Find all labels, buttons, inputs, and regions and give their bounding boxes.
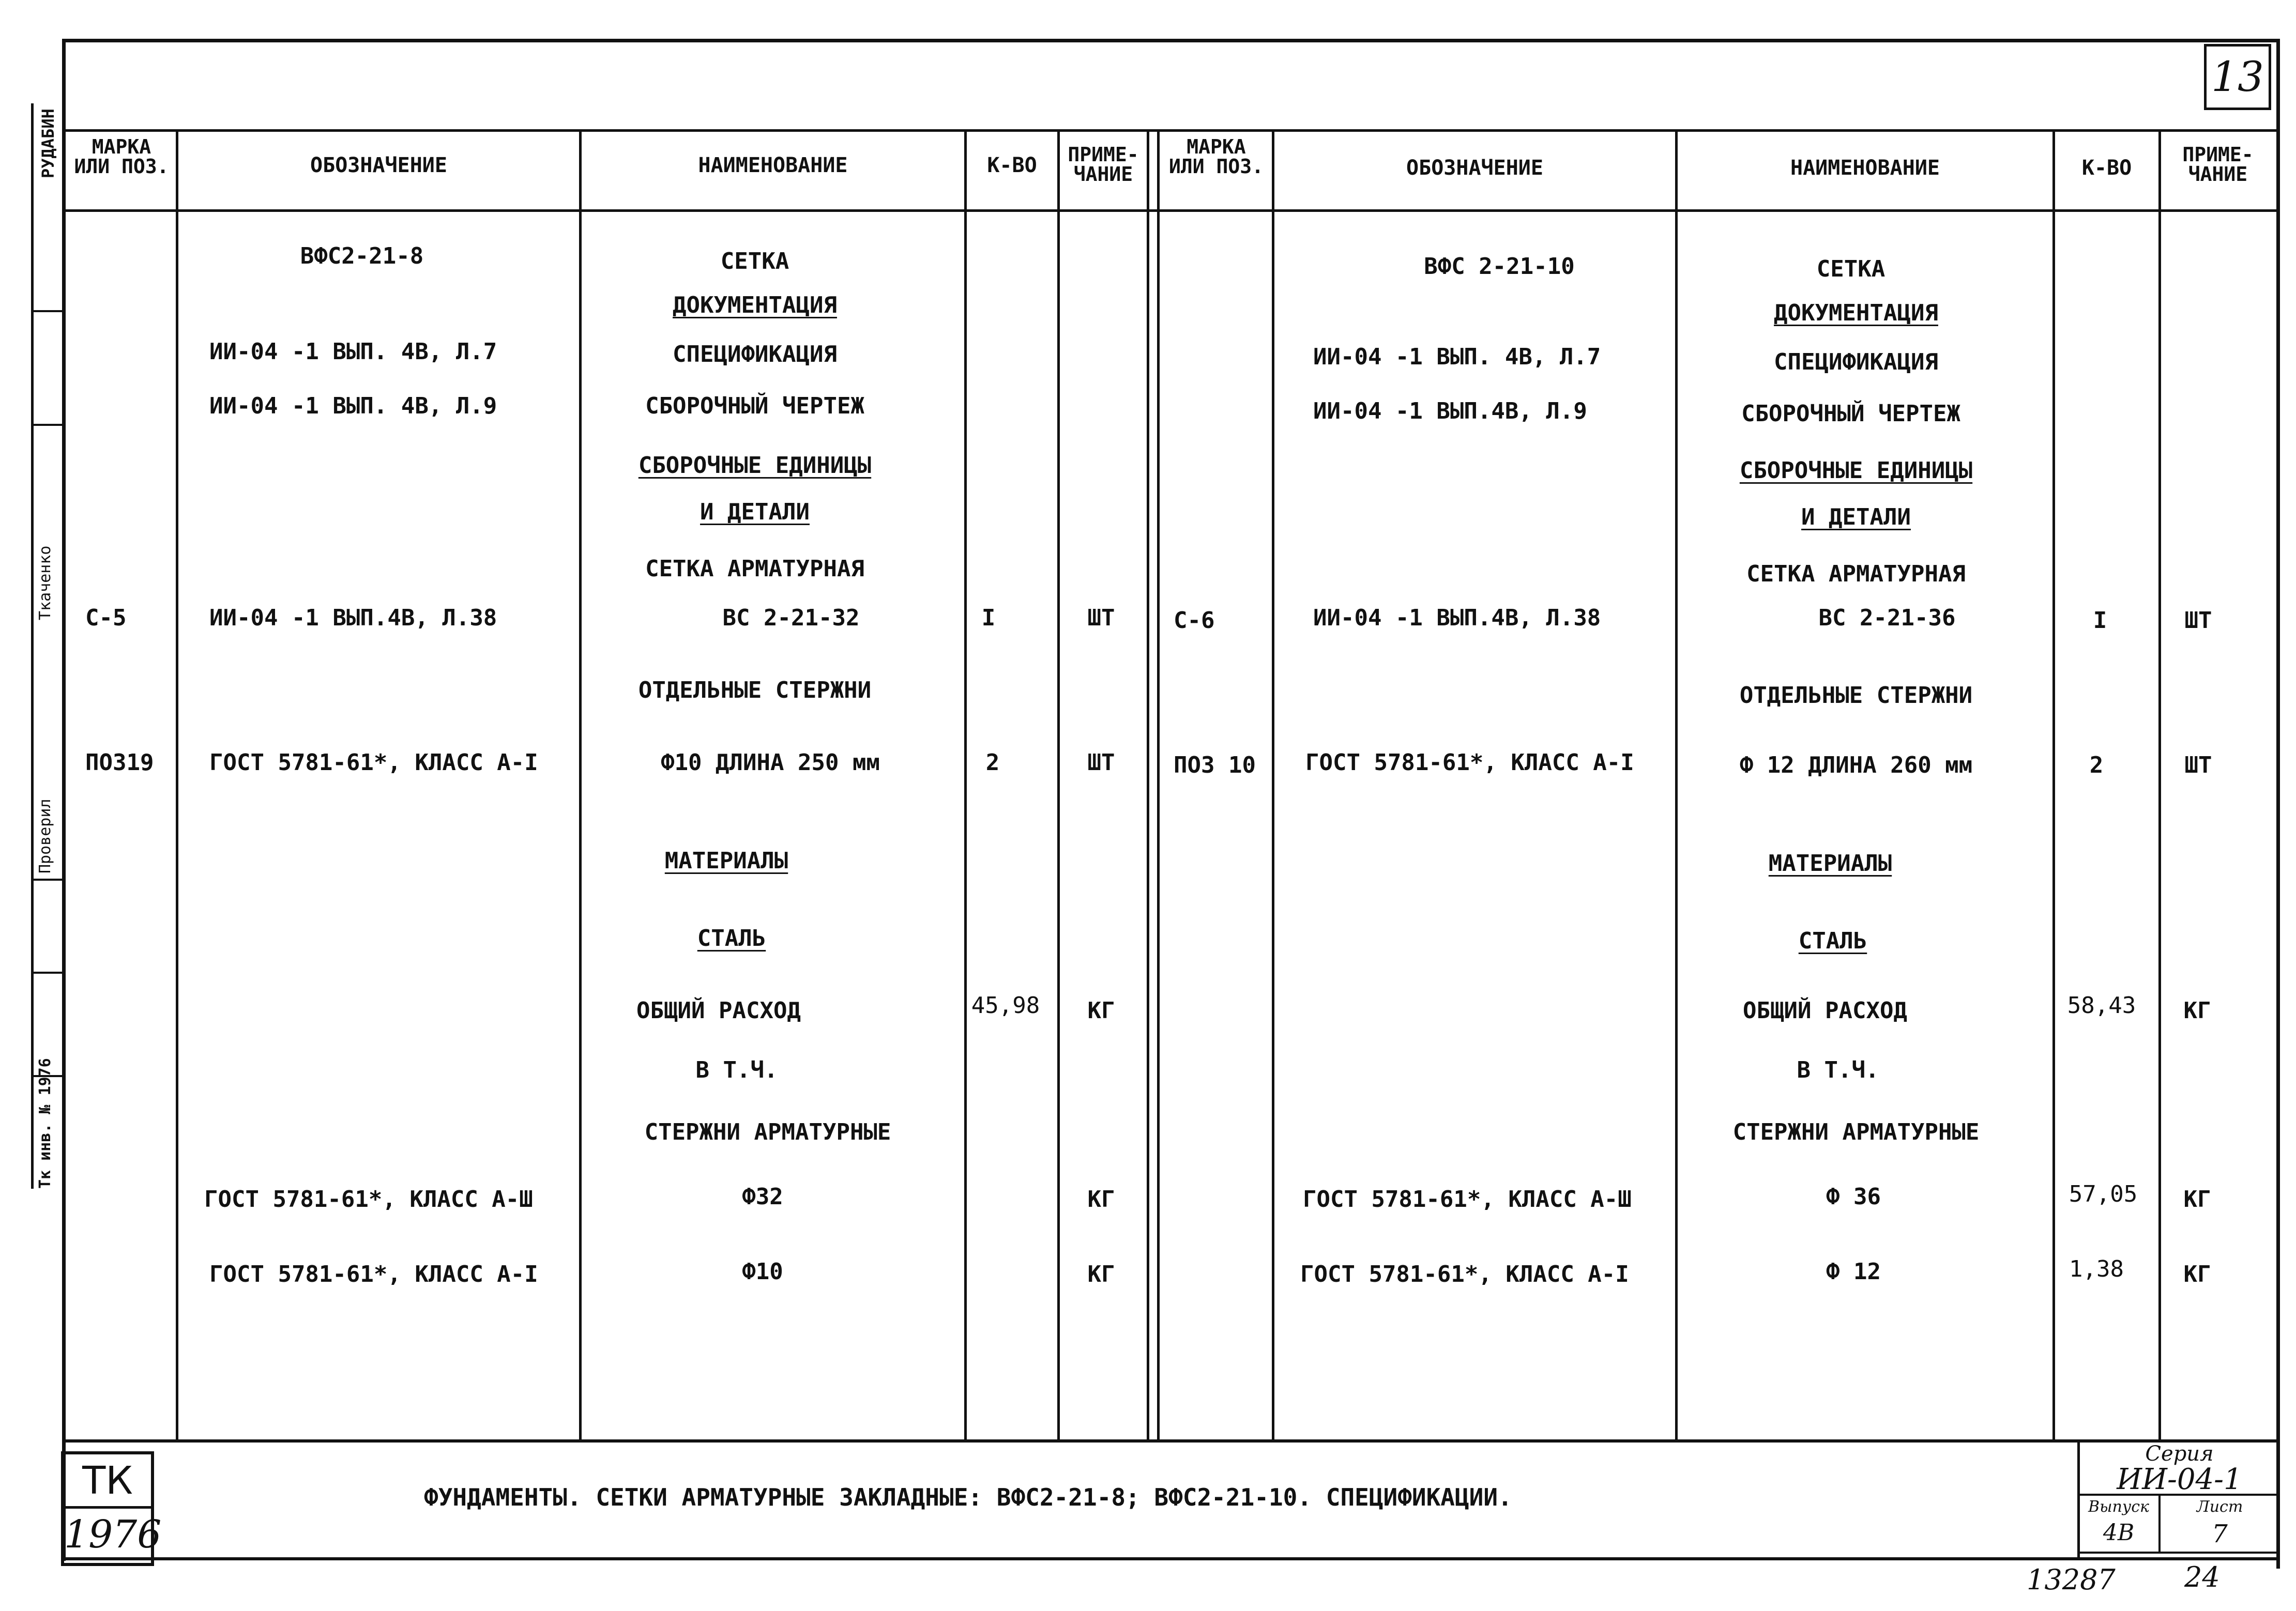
margin-inventory: Тк инв. № 1976 <box>36 1058 54 1189</box>
materials-heading: МАТЕРИАЛЫ <box>1768 850 1892 877</box>
spec-name: СПЕЦИФИКАЦИЯ <box>1774 349 1938 375</box>
spec-ref: ИИ-04 -1 ВЫП. 4В, Л.7 <box>209 339 497 365</box>
page-number: 24 <box>2184 1561 2220 1593</box>
materials-heading: МАТЕРИАЛЫ <box>664 848 788 874</box>
org-top: ТК <box>82 1459 133 1503</box>
header-note: ПРИМЕ- ЧАНИЕ <box>2182 143 2254 186</box>
bar1-ref: ГОСТ 5781-61*, КЛАСС А-Ш <box>1303 1186 1632 1213</box>
rod-qty: 2 <box>985 749 1000 776</box>
margin-executor: Ткаченко <box>36 545 54 620</box>
total-qty: 45,98 <box>971 992 1040 1019</box>
total-unit: КГ <box>2183 998 2211 1024</box>
sheet-label: Лист <box>2196 1498 2243 1516</box>
sheet-number-box <box>2204 44 2271 110</box>
bar2-unit: КГ <box>2183 1261 2211 1287</box>
rod-ref: ГОСТ 5781-61*, КЛАСС А-I <box>1305 749 1634 776</box>
rods-heading: ОТДЕЛЬНЫЕ СТЕРЖНИ <box>1739 682 1973 709</box>
mesh-unit: ШТ <box>1087 605 1115 631</box>
mesh-ref: ИИ-04 -1 ВЫП.4В, Л.38 <box>1313 605 1601 631</box>
rods-heading: ОТДЕЛЬНЫЕ СТЕРЖНИ <box>638 677 872 703</box>
header-designation: ОБОЗНАЧЕНИЕ <box>310 154 447 177</box>
header-designation: ОБОЗНАЧЕНИЕ <box>1406 156 1543 180</box>
bar1-unit: КГ <box>2183 1186 2211 1213</box>
mesh-name: СЕТКА АРМАТУРНАЯ <box>645 556 864 582</box>
spec-name: СПЕЦИФИКАЦИЯ <box>673 341 837 367</box>
rod-mark: ПОЗ19 <box>85 749 154 776</box>
title: ВФС 2-21-10 <box>1424 253 1575 280</box>
incl: В Т.Ч. <box>695 1057 778 1083</box>
bar2-ref: ГОСТ 5781-61*, КЛАСС А-I <box>1300 1261 1629 1287</box>
sheet-value: 7 <box>2212 1520 2228 1548</box>
org-stamp <box>61 1451 162 1566</box>
total-label: ОБЩИЙ РАСХОД <box>1743 998 1907 1024</box>
mesh-qty: I <box>2093 607 2107 634</box>
rod-unit: ШТ <box>2184 752 2212 778</box>
mesh-mark: С-5 <box>85 605 127 631</box>
rod-qty: 2 <box>2089 752 2104 778</box>
set-label: СЕТКА <box>1816 256 1886 282</box>
bar2-ref: ГОСТ 5781-61*, КЛАСС А-I <box>209 1261 538 1287</box>
bar2-qty: 1,38 <box>2069 1256 2124 1282</box>
header-qty: К-ВО <box>987 154 1037 177</box>
header-mark: МАРКА ИЛИ ПОЗ. <box>74 135 169 178</box>
rod-ref: ГОСТ 5781-61*, КЛАСС А-I <box>209 749 538 776</box>
units-heading-2: И ДЕТАЛИ <box>1801 504 1911 530</box>
rod-mark: ПОЗ 10 <box>1174 752 1256 778</box>
series-label: Серия <box>2145 1442 2214 1466</box>
mesh-code: ВС 2-21-32 <box>722 605 860 631</box>
mesh-qty: I <box>981 605 996 631</box>
sheet-number: 13 <box>2211 53 2264 101</box>
incl: В Т.Ч. <box>1797 1057 1879 1083</box>
total-label: ОБЩИЙ РАСХОД <box>636 998 801 1024</box>
bar1-ref: ГОСТ 5781-61*, КЛАСС А-Ш <box>204 1186 533 1213</box>
margin-name: РУДАБИН <box>38 109 58 178</box>
set-label: СЕТКА <box>720 248 789 274</box>
bar2-name: Ф 12 <box>1826 1259 1881 1285</box>
mesh-mark: С-6 <box>1174 607 1215 634</box>
mesh-ref: ИИ-04 -1 ВЫП.4В, Л.38 <box>209 605 497 631</box>
series-block <box>2077 1442 2279 1558</box>
title-caption: ФУНДАМЕНТЫ. СЕТКИ АРМАТУРНЫЕ ЗАКЛАДНЫЕ: ВФС2-21-8; ВФС2-21-10. СПЕЦИФИКАЦИИ. <box>424 1483 1512 1511</box>
mesh-code: ВС 2-21-36 <box>1818 605 1956 631</box>
margin-checked: Проверил <box>36 799 54 873</box>
asm-name: СБОРОЧНЫЙ ЧЕРТЕЖ <box>1741 401 1960 427</box>
asm-ref: ИИ-04 -1 ВЫП. 4В, Л.9 <box>209 393 497 419</box>
header-mark: МАРКА ИЛИ ПОЗ. <box>1168 135 1264 178</box>
bar2-unit: КГ <box>1087 1261 1115 1287</box>
rod-name: Ф10 ДЛИНА 250 мм <box>661 749 880 776</box>
units-heading-2: И ДЕТАЛИ <box>700 499 810 525</box>
bar1-name: Ф 36 <box>1826 1184 1881 1210</box>
bar1-name: Ф32 <box>742 1184 783 1210</box>
asm-ref: ИИ-04 -1 ВЫП.4В, Л.9 <box>1313 398 1587 424</box>
header-qty: К-ВО <box>2081 156 2132 180</box>
bars-label: СТЕРЖНИ АРМАТУРНЫЕ <box>1732 1119 1980 1145</box>
org-year: 1976 <box>64 1512 162 1557</box>
spec-ref: ИИ-04 -1 ВЫП. 4В, Л.7 <box>1313 344 1601 370</box>
bar2-name: Ф10 <box>742 1259 783 1285</box>
units-heading-1: СБОРОЧНЫЕ ЕДИНИЦЫ <box>1739 457 1973 484</box>
rod-unit: ШТ <box>1087 749 1115 776</box>
asm-name: СБОРОЧНЫЙ ЧЕРТЕЖ <box>645 393 864 419</box>
bar1-unit: КГ <box>1087 1186 1115 1213</box>
doc-number: 13287 <box>2027 1563 2116 1596</box>
mesh-name: СЕТКА АРМАТУРНАЯ <box>1746 561 1966 587</box>
steel-heading: СТАЛЬ <box>1798 928 1867 954</box>
header-name: НАИМЕНОВАНИЕ <box>698 154 848 177</box>
units-heading-1: СБОРОЧНЫЕ ЕДИНИЦЫ <box>638 452 872 479</box>
doc-heading: ДОКУМЕНТАЦИЯ <box>1774 300 1938 326</box>
mesh-unit: ШТ <box>2184 607 2212 634</box>
header-note: ПРИМЕ- ЧАНИЕ <box>1068 143 1139 186</box>
title: ВФС2-21-8 <box>300 243 424 269</box>
issue-label: Выпуск <box>2088 1498 2149 1516</box>
issue-value: 4В <box>2103 1520 2135 1546</box>
total-unit: КГ <box>1087 998 1115 1024</box>
bars-label: СТЕРЖНИ АРМАТУРНЫЕ <box>644 1119 891 1145</box>
bar1-qty: 57,05 <box>2069 1181 2138 1207</box>
total-qty: 58,43 <box>2067 992 2136 1019</box>
rod-name: Ф 12 ДЛИНА 260 мм <box>1739 752 1973 778</box>
header-name: НАИМЕНОВАНИЕ <box>1790 156 1940 180</box>
series-value: ИИ-04-1 <box>2117 1463 2242 1496</box>
doc-heading: ДОКУМЕНТАЦИЯ <box>673 292 837 318</box>
steel-heading: СТАЛЬ <box>697 925 766 952</box>
